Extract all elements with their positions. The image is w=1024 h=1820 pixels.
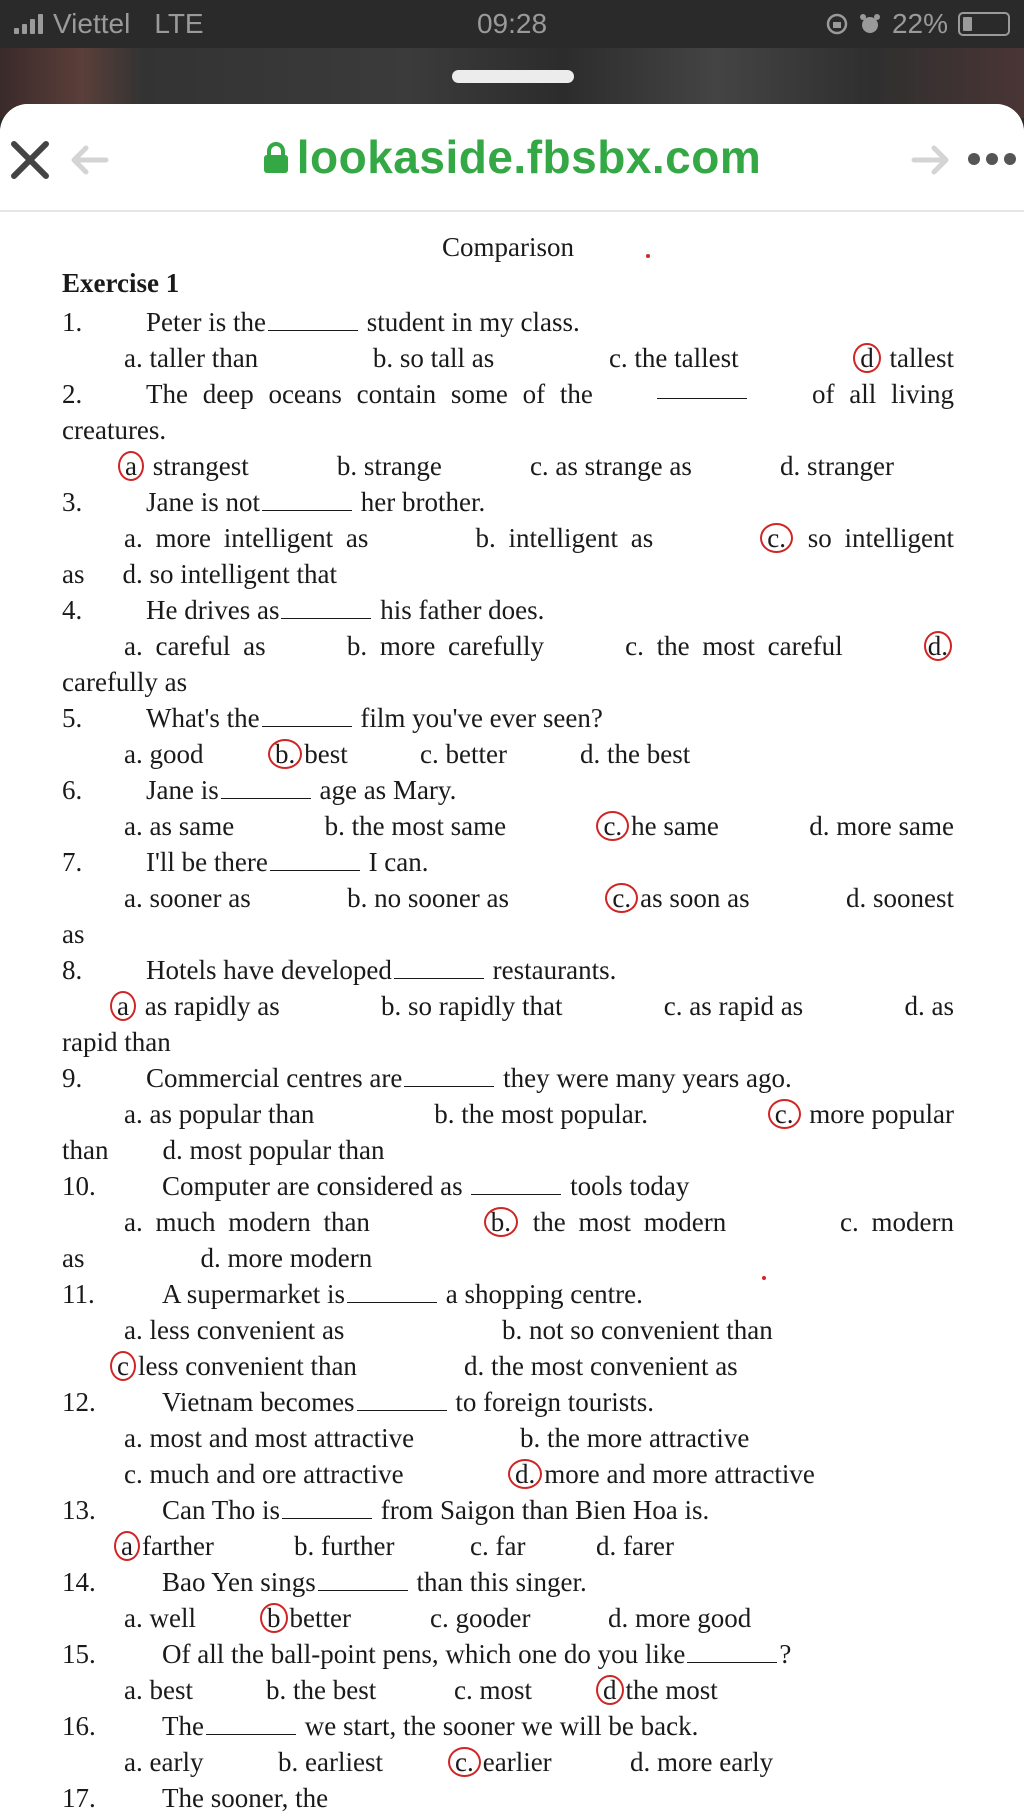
option-a: a. most and most attractive <box>124 1423 415 1453</box>
question-11 <box>62 1276 954 1312</box>
question-number: 13. <box>62 1495 96 1525</box>
question-number: 4. <box>62 595 83 625</box>
options-3-continued <box>62 556 954 592</box>
question-17 <box>62 1780 954 1816</box>
option-c <box>760 520 954 556</box>
option-d: d. more early <box>630 1747 774 1777</box>
option-b <box>260 1600 430 1636</box>
question-text: Bao Yen sings <box>162 1567 316 1597</box>
question-text: restaurants. <box>485 955 617 985</box>
option-text: so intelligent <box>795 523 954 553</box>
option-a: a. sooner as <box>124 883 251 913</box>
option-b: b. strange <box>336 451 442 481</box>
options-11 <box>62 1312 954 1348</box>
option-d: d. soonest <box>845 883 954 913</box>
options-10 <box>62 1204 954 1240</box>
option-text: rapid than <box>62 1027 171 1057</box>
question-text: film you've ever seen? <box>353 703 603 733</box>
option-text: as rapidly as <box>137 991 280 1021</box>
question-5 <box>62 700 954 736</box>
answer-circle: a <box>114 1531 140 1561</box>
option-a: a. much modern than <box>124 1207 370 1237</box>
question-number: 1. <box>62 307 83 337</box>
question-text: than this singer. <box>409 1567 587 1597</box>
orientation-lock-icon <box>826 13 848 35</box>
question-number: 10. <box>62 1171 96 1201</box>
question-13 <box>62 1492 954 1528</box>
browser-toolbar <box>0 104 1024 212</box>
options-7 <box>62 880 954 916</box>
options-4-continued <box>62 664 954 700</box>
options-16 <box>62 1744 954 1780</box>
answer-blank <box>221 776 311 799</box>
option-d: d. most popular than <box>162 1135 385 1165</box>
option-c: c. far <box>470 1531 526 1561</box>
option-c: c. the most careful <box>625 631 843 661</box>
options-12 <box>62 1420 954 1456</box>
question-text: her brother. <box>354 487 486 517</box>
answer-circle: c. <box>768 1099 801 1129</box>
options-9 <box>62 1096 954 1132</box>
question-text: Jane is <box>146 775 219 805</box>
option-text: farther <box>141 1531 214 1561</box>
option-c: c. the tallest <box>608 343 739 373</box>
options-15 <box>62 1672 954 1708</box>
document-page <box>62 232 954 1816</box>
question-6 <box>62 772 954 808</box>
option-a <box>114 1528 294 1564</box>
option-b: b. not so convenient than <box>502 1315 773 1345</box>
answer-blank <box>282 1496 372 1519</box>
option-c: c. better <box>420 739 507 769</box>
pen-mark <box>646 254 650 258</box>
option-text <box>62 1132 384 1168</box>
option-d: d. as <box>904 991 954 1021</box>
exercise-heading: Exercise 1 <box>62 268 180 298</box>
option-c: c. as rapid as <box>663 991 804 1021</box>
question-number: 17. <box>62 1783 96 1813</box>
option-b: b. so tall as <box>372 343 495 373</box>
answer-circle: a <box>110 991 136 1021</box>
option-text: strangest <box>145 451 249 481</box>
option-c <box>605 880 749 916</box>
carrier-label: Viettel <box>53 8 131 39</box>
lock-icon <box>263 142 289 174</box>
answer-circle: c. <box>448 1747 481 1777</box>
option-a: a. as same <box>124 811 235 841</box>
option-text: as soon as <box>640 883 750 913</box>
question-text: of all living <box>812 379 954 409</box>
answer-circle: d. <box>508 1459 542 1489</box>
question-text: Of all the ball-point pens, which one do you like <box>162 1639 686 1669</box>
options-5 <box>62 736 954 772</box>
question-text: The deep oceans contain some of the <box>146 379 593 409</box>
option-text: than <box>62 1135 109 1165</box>
question-number: 6. <box>62 775 83 805</box>
answer-circle: a <box>118 451 144 481</box>
option-a: a. early <box>124 1747 204 1777</box>
answer-circle: d <box>596 1675 624 1705</box>
more-options-icon[interactable] <box>964 144 1020 174</box>
option-d <box>508 1456 815 1492</box>
question-text: Can Tho is <box>162 1495 281 1525</box>
answer-blank <box>394 956 484 979</box>
option-text: carefully as <box>62 667 188 697</box>
question-text: to foreign tourists. <box>448 1387 655 1417</box>
question-text: a shopping centre. <box>438 1279 643 1309</box>
alarm-icon <box>858 12 882 36</box>
options-2 <box>62 448 954 484</box>
question-4 <box>62 592 954 628</box>
question-9 <box>62 1060 954 1096</box>
question-text: from Saigon than Bien Hoa is. <box>374 1495 710 1525</box>
option-text <box>62 1240 372 1276</box>
option-b: b. earliest <box>278 1747 383 1777</box>
answer-circle: b. <box>268 739 302 769</box>
option-text: the most modern <box>519 1207 727 1237</box>
question-number: 14. <box>62 1567 96 1597</box>
question-16 <box>62 1708 954 1744</box>
option-b: b. intelligent as <box>475 523 654 553</box>
question-text: Jane is not <box>146 487 260 517</box>
question-14 <box>62 1564 954 1600</box>
option-text: as <box>62 919 85 949</box>
question-text: student in my class. <box>359 307 580 337</box>
options-7-continued <box>62 916 954 952</box>
option-c: c. most <box>454 1675 532 1705</box>
option-text: more and more attractive <box>544 1459 815 1489</box>
option-text: tallest <box>882 343 954 373</box>
option-a: a. best <box>124 1675 193 1705</box>
answer-blank <box>270 848 360 871</box>
question-text: ? <box>779 1639 792 1669</box>
option-d: d. more same <box>809 811 954 841</box>
answer-circle: c <box>110 1351 136 1381</box>
option-c <box>596 808 718 844</box>
question-2-continued <box>62 412 954 448</box>
question-number: 16. <box>62 1711 96 1741</box>
answer-blank <box>262 704 352 727</box>
question-8 <box>62 952 954 988</box>
question-number: 11. <box>62 1279 95 1309</box>
question-number: 9. <box>62 1063 83 1093</box>
option-text <box>62 556 337 592</box>
option-b: b. the most same <box>324 811 507 841</box>
option-text: earlier <box>482 1747 552 1777</box>
option-c <box>448 1744 630 1780</box>
option-d <box>853 340 954 376</box>
option-d: d. stranger <box>780 451 894 481</box>
option-text: he same <box>631 811 719 841</box>
option-b <box>484 1204 726 1240</box>
question-number: 7. <box>62 847 83 877</box>
question-text: A supermarket is <box>162 1279 345 1309</box>
answer-circle: d. <box>924 631 952 661</box>
answer-blank <box>268 308 358 331</box>
answer-circle: c. <box>605 883 638 913</box>
question-10 <box>62 1168 954 1204</box>
url-text: lookaside.fbsbx.com <box>296 131 762 183</box>
option-b: b. no sooner as <box>347 883 510 913</box>
options-14 <box>62 1600 954 1636</box>
option-d: d. so intelligent that <box>122 559 337 589</box>
option-c <box>110 1348 464 1384</box>
option-c <box>768 1096 954 1132</box>
option-b <box>268 736 420 772</box>
question-text: tools today <box>563 1171 690 1201</box>
option-text: better <box>289 1603 351 1633</box>
question-12 <box>62 1384 954 1420</box>
question-text: Commercial centres are <box>146 1063 403 1093</box>
options-4 <box>62 628 954 664</box>
question-text: creatures. <box>62 415 167 445</box>
options-1 <box>62 340 954 376</box>
answer-blank <box>404 1064 494 1087</box>
options-8-continued <box>62 1024 954 1060</box>
question-text: his father does. <box>373 595 545 625</box>
question-text: Vietnam becomes <box>162 1387 355 1417</box>
option-d: d. the most convenient as <box>464 1351 738 1381</box>
options-11-continued <box>62 1348 954 1384</box>
question-text: What's the <box>146 703 260 733</box>
option-text: less convenient than <box>137 1351 357 1381</box>
answer-blank <box>206 1712 296 1735</box>
sheet-grabber-handle[interactable] <box>452 70 574 83</box>
option-c: c. gooder <box>430 1603 531 1633</box>
clock: 09:28 <box>476 8 548 39</box>
answer-circle: b. <box>484 1207 518 1237</box>
options-8 <box>62 988 954 1024</box>
option-d: d. farer <box>596 1531 674 1561</box>
option-text: best <box>304 739 348 769</box>
options-13 <box>62 1528 954 1564</box>
options-3 <box>62 520 954 556</box>
answer-blank <box>687 1640 777 1663</box>
answer-blank <box>262 488 352 511</box>
browser-sheet <box>0 104 1024 1820</box>
option-text: the most <box>625 1675 718 1705</box>
status-bar <box>0 0 1024 50</box>
answer-blank <box>471 1172 561 1195</box>
question-15 <box>62 1636 954 1672</box>
question-text: Computer are considered as <box>162 1171 470 1201</box>
options-12-continued <box>62 1456 954 1492</box>
option-c: c. modern <box>840 1207 954 1237</box>
option-a: a. good <box>124 739 204 769</box>
answer-blank <box>347 1280 437 1303</box>
answer-circle: c. <box>760 523 793 553</box>
question-text: age as Mary. <box>312 775 457 805</box>
battery-icon <box>958 12 1010 36</box>
answer-circle: d <box>853 343 881 373</box>
forward-arrow-icon[interactable] <box>908 138 954 182</box>
option-b: b. more carefully <box>346 631 544 661</box>
option-b: b. the best <box>266 1675 377 1705</box>
question-3 <box>62 484 954 520</box>
option-b: b. so rapidly that <box>380 991 563 1021</box>
option-a: a. less convenient as <box>124 1315 345 1345</box>
answer-blank <box>281 596 371 619</box>
option-a <box>110 988 280 1024</box>
options-6 <box>62 808 954 844</box>
question-7 <box>62 844 954 880</box>
option-c: c. much and ore attractive <box>124 1459 404 1489</box>
option-a: a. well <box>124 1603 196 1633</box>
question-number: 5. <box>62 703 83 733</box>
url-display[interactable] <box>0 130 1024 184</box>
battery-percent: 22% <box>891 8 948 39</box>
options-9-continued <box>62 1132 954 1168</box>
answer-blank <box>357 1388 447 1411</box>
option-b: b. the most popular. <box>434 1099 648 1129</box>
question-text: The <box>162 1711 204 1741</box>
question-text: Hotels have developed <box>146 955 392 985</box>
question-number: 3. <box>62 487 83 517</box>
option-text: as <box>62 559 85 589</box>
option-a: a. more intelligent as <box>124 523 369 553</box>
option-text: more popular <box>802 1099 954 1129</box>
option-b: b. further <box>294 1531 395 1561</box>
option-a: a. taller than <box>124 343 259 373</box>
option-d <box>596 1672 718 1708</box>
question-number: 12. <box>62 1387 96 1417</box>
question-text: He drives as <box>146 595 280 625</box>
option-d: d. more modern <box>200 1243 373 1273</box>
option-text: as <box>62 1243 85 1273</box>
question-text: I'll be there <box>146 847 268 877</box>
question-text: they were many years ago. <box>496 1063 792 1093</box>
question-2 <box>62 376 954 412</box>
answer-circle: c. <box>596 811 629 841</box>
option-d <box>924 628 954 664</box>
document-title: Comparison <box>442 232 574 262</box>
question-text: The sooner, the <box>162 1783 329 1813</box>
question-text: I can. <box>361 847 429 877</box>
battery-level-fill <box>963 17 972 31</box>
option-d: d. more good <box>608 1603 752 1633</box>
option-c: c. as strange as <box>529 451 692 481</box>
option-a: a. as popular than <box>124 1099 315 1129</box>
network-label: LTE <box>154 8 204 39</box>
answer-blank <box>657 376 747 399</box>
option-b: b. the more attractive <box>520 1423 750 1453</box>
question-1 <box>62 304 954 340</box>
answer-circle: b <box>260 1603 288 1633</box>
question-text: we start, the sooner we will be back. <box>297 1711 699 1741</box>
answer-blank <box>318 1568 408 1591</box>
option-a: a. careful as <box>124 631 266 661</box>
question-number: 2. <box>62 379 83 409</box>
option-d: d. the best <box>580 739 691 769</box>
option-a <box>118 448 249 484</box>
options-10-continued <box>62 1240 954 1276</box>
question-number: 8. <box>62 955 83 985</box>
question-number: 15. <box>62 1639 96 1669</box>
question-text: Peter is the <box>146 307 266 337</box>
